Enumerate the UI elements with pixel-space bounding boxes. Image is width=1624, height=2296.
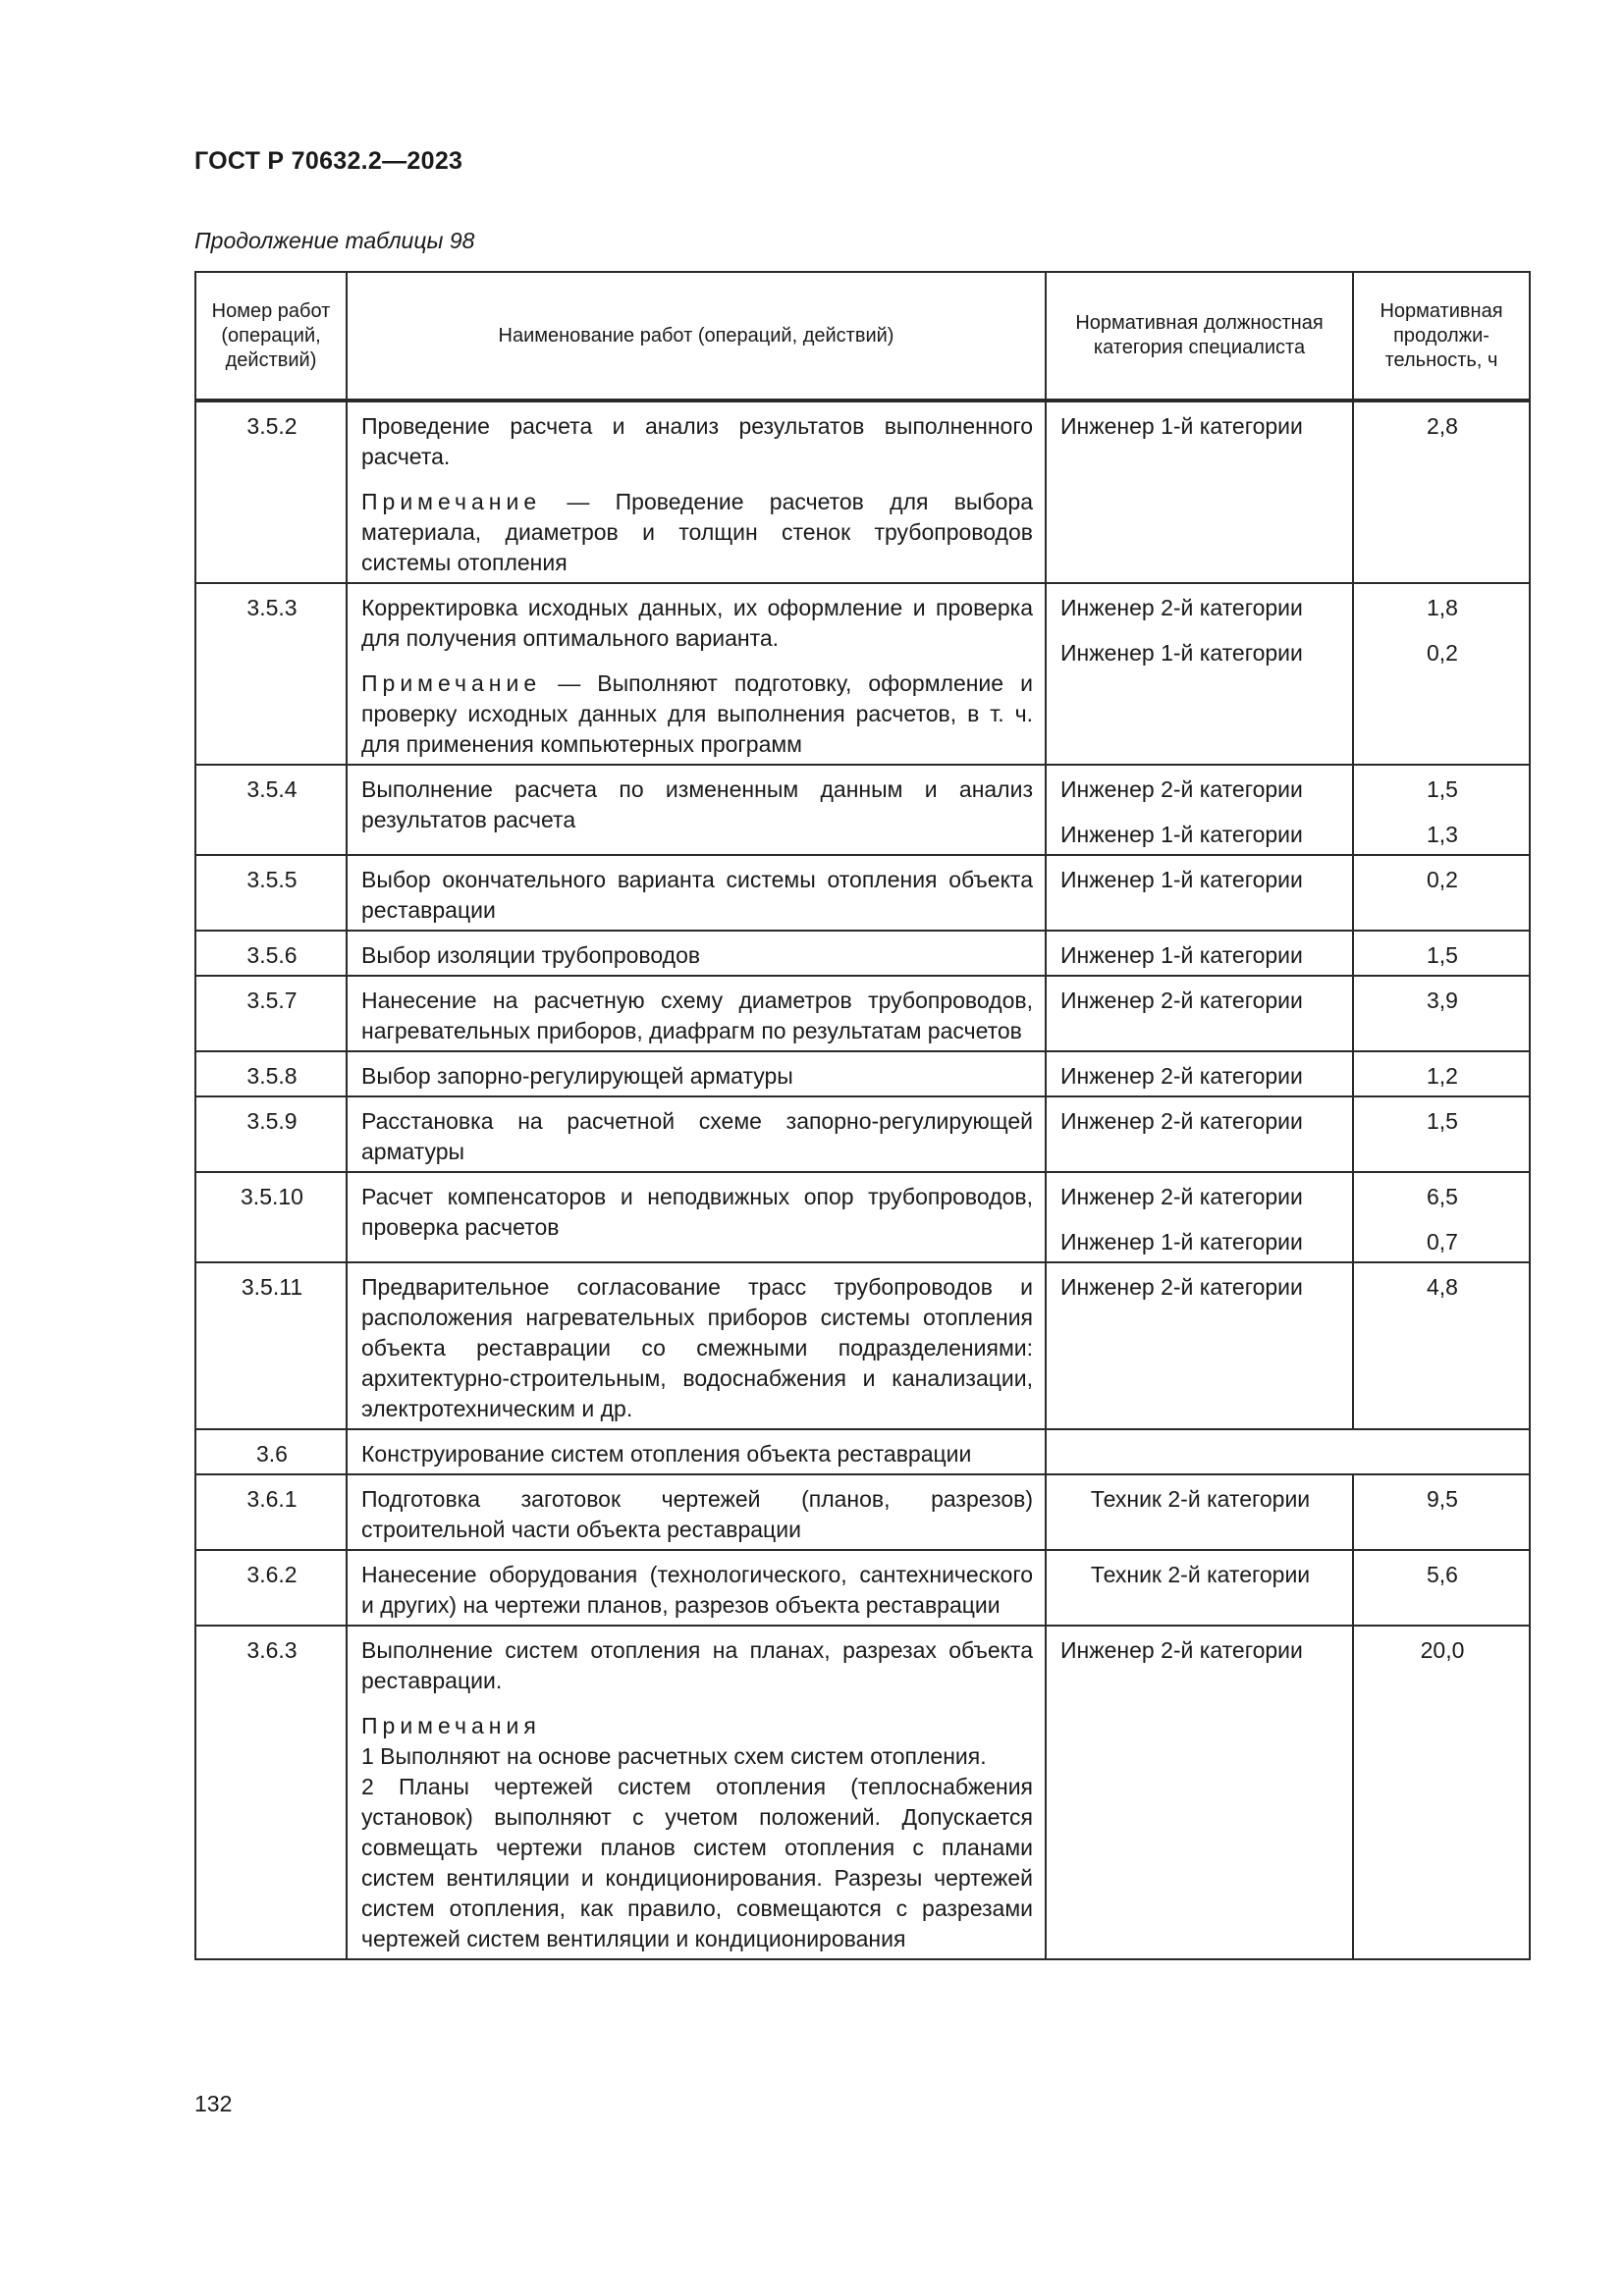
row-duration: 20,0 <box>1353 1626 1530 1959</box>
row-category <box>1046 583 1353 765</box>
row-number: 3.6.2 <box>195 1550 347 1626</box>
duration-value: 2,8 <box>1427 413 1458 439</box>
row-category <box>1046 1172 1353 1262</box>
note-text: — Выполняют подготовку, оформление и проверку исходных данных для выполнения расчетов, в т. ч. для применения компьютерных программ <box>361 670 1033 757</box>
table-row <box>195 1262 1530 1429</box>
row-number: 3.5.4 <box>195 765 347 855</box>
row-category <box>1046 400 1353 583</box>
row-duration <box>1353 583 1530 765</box>
row-duration: 1,5 <box>1353 931 1530 976</box>
row-number: 3.5.9 <box>195 1096 347 1172</box>
category-value: Инженер 1-й категории <box>1060 822 1303 847</box>
table-row <box>195 1626 1530 1959</box>
row-work-name: Расчет компенсаторов и неподвижных опор трубопроводов, проверка расчетов <box>347 1172 1046 1262</box>
category-value: Инженер 1-й категории <box>1060 640 1303 666</box>
row-duration: 3,9 <box>1353 976 1530 1051</box>
row-category: Инженер 2-й категории <box>1046 1096 1353 1172</box>
header-category: Нормативная должностная категория специалиста <box>1046 272 1353 400</box>
note-item: 2 Планы чертежей систем отопления (теплоснабжения установок) выполняют с учетом положений. Допускается совмещать чертежи планов систем отопления с планами систем вентиляции и кондиционирования. Разрезы чертежей систем отопления, как правило, совмещаются с разрезами чертежей систем вентиляции и кондиционирования <box>361 1774 1033 1951</box>
table-header-row <box>195 272 1530 400</box>
row-work-name: Выбор окончательного варианта системы отопления объекта реставрации <box>347 855 1046 931</box>
document-code: ГОСТ Р 70632.2—2023 <box>194 147 463 175</box>
row-number: 3.5.2 <box>195 400 347 583</box>
row-number: 3.5.8 <box>195 1051 347 1096</box>
row-duration: 4,8 <box>1353 1262 1530 1429</box>
header-number: Номер работ (операций, действий) <box>195 272 347 400</box>
note-text: — Проведение расчетов для выбора материала, диаметров и толщин стенок трубопроводов системы отопления <box>361 489 1033 575</box>
row-work-name: Выбор изоляции трубопроводов <box>347 931 1046 976</box>
row-number: 3.5.6 <box>195 931 347 976</box>
duration-value: 0,7 <box>1427 1229 1458 1255</box>
row-work-name <box>347 583 1046 765</box>
work-name-text: Выполнение систем отопления на планах, разрезах объекта реставрации. <box>361 1637 1033 1693</box>
table-row <box>195 931 1530 976</box>
row-category: Инженер 2-й категории <box>1046 1051 1353 1096</box>
category-value: Инженер 1-й категории <box>1060 1229 1303 1255</box>
row-category: Инженер 1-й категории <box>1046 855 1353 931</box>
row-category: Инженер 2-й категории <box>1046 976 1353 1051</box>
row-duration: 0,2 <box>1353 855 1530 931</box>
page-number: 132 <box>194 2091 233 2116</box>
work-notes <box>361 1711 1033 1741</box>
category-value: Инженер 2-й категории <box>1060 1184 1303 1209</box>
row-duration <box>1353 765 1530 855</box>
duration-value: 6,5 <box>1427 1184 1458 1209</box>
row-work-name: Выполнение расчета по измененным данным и анализ результатов расчета <box>347 765 1046 855</box>
header-name: Наименование работ (операций, действий) <box>347 272 1046 400</box>
row-category: Инженер 2-й категории <box>1046 1626 1353 1959</box>
duration-value: 0,2 <box>1427 640 1458 666</box>
table-caption: Продолжение таблицы 98 <box>194 228 475 253</box>
table-row <box>195 855 1530 931</box>
row-category: Техник 2-й категории <box>1046 1550 1353 1626</box>
table-row <box>195 1172 1530 1262</box>
row-duration: 9,5 <box>1353 1474 1530 1550</box>
note-label: Примечания <box>361 1713 541 1738</box>
row-number: 3.5.7 <box>195 976 347 1051</box>
row-category: Инженер 2-й категории <box>1046 1262 1353 1429</box>
row-work-name <box>347 1626 1046 1959</box>
row-number: 3.5.10 <box>195 1172 347 1262</box>
row-duration: 1,2 <box>1353 1051 1530 1096</box>
note-item: 1 Выполняют на основе расчетных схем систем отопления. <box>361 1743 987 1769</box>
row-number: 3.5.5 <box>195 855 347 931</box>
row-number: 3.5.11 <box>195 1262 347 1429</box>
work-name-text: Проведение расчета и анализ результатов выполненного расчета. <box>361 413 1033 469</box>
row-duration <box>1353 1172 1530 1262</box>
table-section-row <box>195 1429 1530 1474</box>
table-row <box>195 583 1530 765</box>
row-number: 3.6.1 <box>195 1474 347 1550</box>
note-label: Примечание <box>361 670 542 696</box>
table-row <box>195 1096 1530 1172</box>
work-note <box>361 668 1033 760</box>
row-empty-cell <box>1046 1429 1530 1474</box>
row-duration: 5,6 <box>1353 1550 1530 1626</box>
row-duration: 1,5 <box>1353 1096 1530 1172</box>
category-value: Инженер 1-й категории <box>1060 413 1303 439</box>
duration-value: 1,5 <box>1427 776 1458 802</box>
work-norms-table <box>194 271 1531 1960</box>
duration-value: 1,3 <box>1427 822 1458 847</box>
table-row <box>195 1051 1530 1096</box>
row-work-name: Подготовка заготовок чертежей (планов, разрезов) строительной части объекта реставрации <box>347 1474 1046 1550</box>
row-work-name: Конструирование систем отопления объекта реставрации <box>347 1429 1046 1474</box>
row-work-name: Расстановка на расчетной схеме запорно-регулирующей арматуры <box>347 1096 1046 1172</box>
row-work-name: Предварительное согласование трасс трубопроводов и расположения нагревательных приборов системы отопления объекта реставрации со смежными подразделениями: архитектурно-строительным, водоснабжения и канализации, электротехническим и др. <box>347 1262 1046 1429</box>
table-row <box>195 1550 1530 1626</box>
note-label: Примечание <box>361 489 542 514</box>
table-row <box>195 1474 1530 1550</box>
row-category <box>1046 765 1353 855</box>
row-number: 3.5.3 <box>195 583 347 765</box>
row-work-name: Выбор запорно-регулирующей арматуры <box>347 1051 1046 1096</box>
row-duration <box>1353 400 1530 583</box>
header-duration: Нормативная продолжи-тельность, ч <box>1353 272 1530 400</box>
table-row <box>195 765 1530 855</box>
row-work-name <box>347 400 1046 583</box>
table-row <box>195 976 1530 1051</box>
row-work-name: Нанесение на расчетную схему диаметров трубопроводов, нагревательных приборов, диафрагм по результатам расчетов <box>347 976 1046 1051</box>
row-category: Инженер 1-й категории <box>1046 931 1353 976</box>
row-work-name: Нанесение оборудования (технологического, сантехнического и других) на чертежи планов, разрезов объекта реставрации <box>347 1550 1046 1626</box>
row-category: Техник 2-й категории <box>1046 1474 1353 1550</box>
row-number: 3.6.3 <box>195 1626 347 1959</box>
work-name-text: Корректировка исходных данных, их оформление и проверка для получения оптимального варианта. <box>361 595 1033 651</box>
work-note <box>361 487 1033 578</box>
category-value: Инженер 2-й категории <box>1060 776 1303 802</box>
row-number: 3.6 <box>195 1429 347 1474</box>
table-row <box>195 400 1530 583</box>
category-value: Инженер 2-й категории <box>1060 595 1303 620</box>
duration-value: 1,8 <box>1427 595 1458 620</box>
